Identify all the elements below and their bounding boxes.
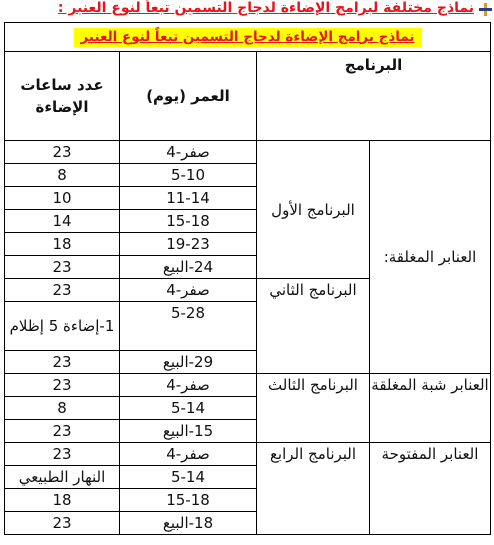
program-2: البرنامج الثاني [257,279,370,374]
table-row [5,443,491,466]
table-banner-row [5,23,491,52]
program-4: البرنامج الرابع [257,443,370,535]
hours-cell: 23 [5,512,120,535]
table-row [5,374,491,397]
table-banner: نماذج برامج الإضاءة لدجاج التسمين تبعاً لنوع العنبر [74,28,422,47]
page-heading [40,0,494,22]
header-age: العمر (يوم) [120,52,257,141]
hours-cell: 23 [5,279,120,302]
hours-cell: 10 [5,187,120,210]
age-cell: صفر-4 [120,374,257,397]
age-cell: 5-10 [120,164,257,187]
header-program: البرنامج [257,52,491,141]
age-cell: 29-البيع [120,351,257,374]
age-cell: 15-البيع [120,420,257,443]
hours-cell: 23 [5,443,120,466]
age-cell: صفر-4 [120,443,257,466]
age-cell: 11-14 [120,187,257,210]
hours-cell: 23 [5,374,120,397]
table-row [5,141,491,164]
house-semi-closed: العنابر شبة المغلقة [370,374,491,443]
header-hours: عدد ساعات الإضاءة [5,52,120,141]
age-cell: 24-البيع [120,256,257,279]
age-cell: 5-14 [120,397,257,420]
age-cell: 19-23 [120,233,257,256]
age-cell: 15-18 [120,210,257,233]
hours-cell: 14 [5,210,120,233]
age-cell: صفر-4 [120,141,257,164]
house-open: العنابر المفتوحة [370,443,491,535]
age-cell: 5-28 [120,302,257,351]
hours-cell: 8 [5,164,120,187]
hours-cell: 23 [5,351,120,374]
hours-cell: 23 [5,420,120,443]
program-3: البرنامج الثالث [257,374,370,443]
age-cell: 15-18 [120,489,257,512]
hours-cell: 18 [5,233,120,256]
age-cell: 5-14 [120,466,257,489]
age-cell: 18-البيع [120,512,257,535]
age-cell: صفر-4 [120,279,257,302]
hours-cell: 8 [5,397,120,420]
hours-cell: النهار الطبيعي [5,466,120,489]
heading-text: نماذج مختلفة لبرامج الإضاءة لدجاج التسمين تبعاً لنوع العنبر : [57,0,474,16]
table-header-row [5,52,491,141]
hours-cell: 1-إضاءة 5 إظلام [5,302,120,351]
hours-cell: 23 [5,141,120,164]
hours-cell: 18 [5,489,120,512]
hours-cell: 23 [5,256,120,279]
program-1: البرنامج الأول [257,141,370,279]
lighting-programs-table [4,22,491,535]
bullet-icon [479,3,492,16]
house-closed: العنابر المغلقة: [370,141,491,374]
